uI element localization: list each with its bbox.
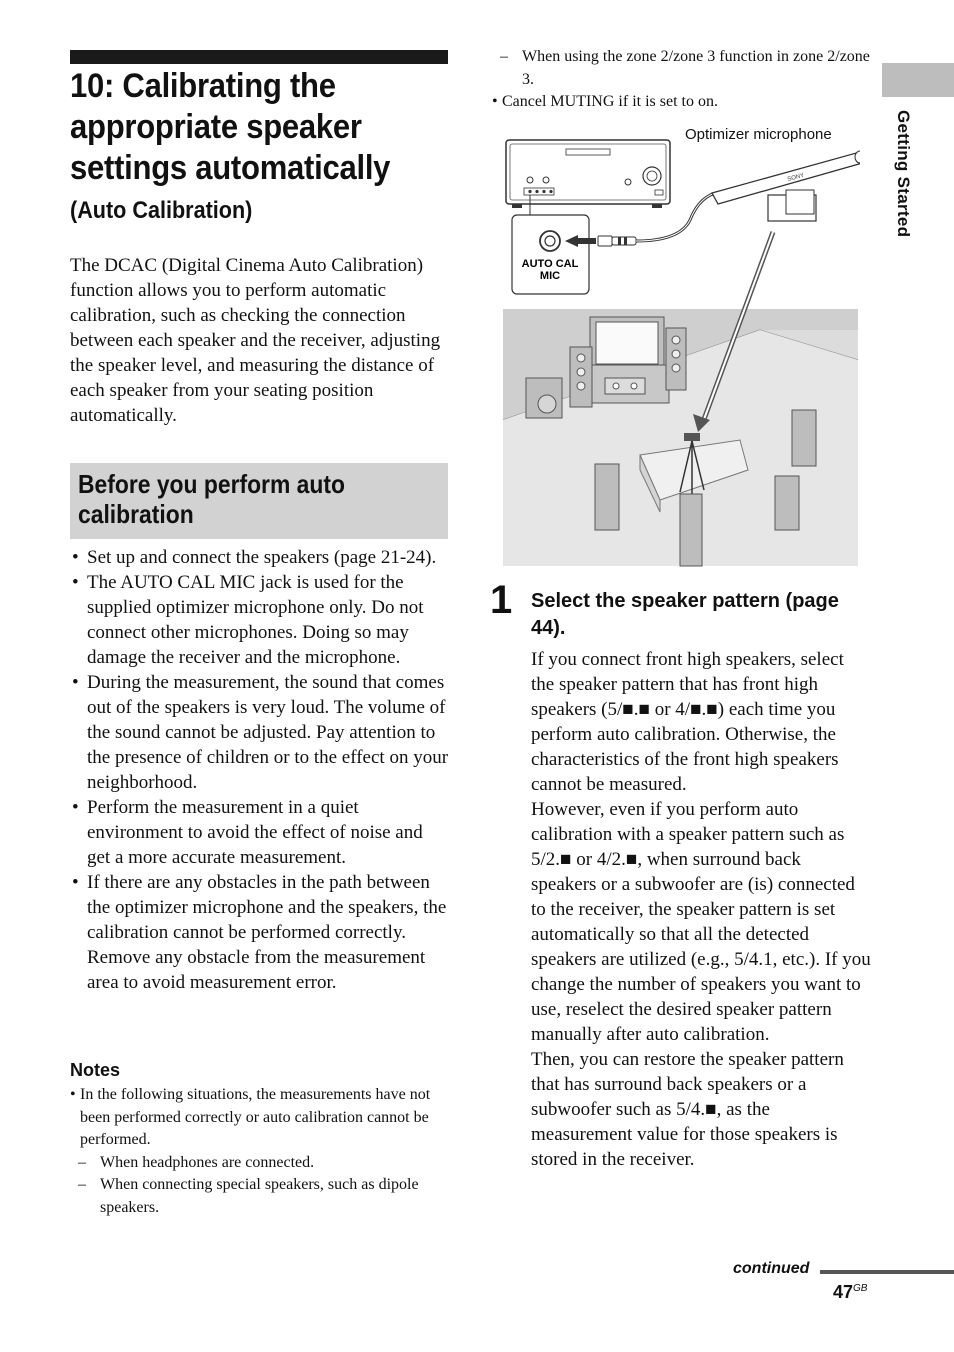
notes-heading: Notes: [70, 1060, 121, 1080]
list-item: • During the measurement, the sound that comes out of the speakers is very loud. The volume of the sound cannot be adjusted. Pay attention to the presence of children or to the effect on your neighborhood.: [70, 670, 450, 795]
step-paragraph: Then, you can restore the speaker pattern that has surround back speakers or a subwoofer such as 5/4.■, as the measurement value for those speakers is stored in the receiver.: [531, 1049, 844, 1170]
notes-list: [70, 1084, 450, 1219]
list-item: • Set up and connect the speakers (page 21-24).: [70, 545, 450, 570]
note-subitem: – When using the zone 2/zone 3 function in zone 2/zone 3.: [492, 46, 872, 91]
step-number: 1: [490, 578, 513, 622]
title-rule: [70, 50, 448, 64]
mic-label: Optimizer microphone: [685, 126, 832, 143]
page-subtitle: (Auto Calibration): [70, 197, 253, 224]
continued-label: continued: [733, 1260, 810, 1277]
note-item: • In the following situations, the measurements have not been performed correctly or auto calibration cannot be performed.: [70, 1084, 450, 1152]
step-title: Select the speaker pattern (page 44).: [531, 590, 839, 639]
section-header: [70, 463, 448, 539]
note-subitem: – When headphones are connected.: [70, 1152, 450, 1175]
intro-paragraph: The DCAC (Digital Cinema Auto Calibration) function allows you to perform automatic calibration, such as checking the connection between each speaker and the receiver, adjusting the speaker level, and measuring the distance of each speaker from your seating position automatically.: [70, 255, 441, 426]
brand-label: SONY: [786, 172, 805, 183]
notes-continued: [492, 46, 872, 114]
page-title: 10: Calibrating the appropriate speaker settings automatically: [70, 67, 391, 187]
note-item: • Cancel MUTING if it is set to on.: [492, 91, 872, 114]
continued-bar: [820, 1270, 954, 1274]
step-paragraph: If you connect front high speakers, select the speaker pattern that has front high speakers (5/■.■ or 4/■.■) each time you perform auto calibration. Otherwise, the characteristics of the front high speakers cannot be measured.: [531, 649, 844, 795]
step-body: [531, 647, 871, 1172]
list-item: • Perform the measurement in a quiet environment to avoid the effect of noise and get a more accurate measurement.: [70, 795, 450, 870]
jack-label-line-2: MIC: [539, 270, 561, 282]
jack-label-line-1: AUTO CAL: [521, 258, 579, 270]
page-number-suffix: GB: [853, 1283, 868, 1294]
page-number-value: 47: [833, 1282, 854, 1302]
prerequisite-list: [70, 545, 450, 995]
note-subitem: – When connecting special speakers, such as dipole speakers.: [70, 1174, 450, 1219]
list-item: • The AUTO CAL MIC jack is used for the supplied optimizer microphone only. Do not connect other microphones. Doing so may damage the receiver and the microphone.: [70, 570, 450, 670]
setup-illustration: [500, 120, 860, 570]
auto-cal-mic-jack: [512, 215, 589, 294]
section-title: Before you perform auto calibration: [78, 469, 345, 529]
chapter-label: Getting Started: [894, 110, 913, 238]
optimizer-microphone: [712, 151, 860, 221]
step-paragraph: However, even if you perform auto calibration with a speaker pattern such as 5/2.■ or 4/2.■, when surround back speakers or a subwoofer are (is) connected to the receiver, the speaker pattern is set automatically so that all the detected speakers are utilized (e.g., 5/4.1, etc.). If you change the number of speakers you want to use, reselect the desired speaker pattern manually after auto calibration.: [531, 799, 871, 1045]
page-number: [833, 1282, 867, 1303]
chapter-tab: [882, 63, 954, 97]
list-item: • If there are any obstacles in the path between the optimizer microphone and the speakers, the calibration cannot be performed correctly. Remove any obstacle from the measurement area to avoid measurement error.: [70, 870, 450, 995]
receiver-drawing: [506, 140, 670, 215]
